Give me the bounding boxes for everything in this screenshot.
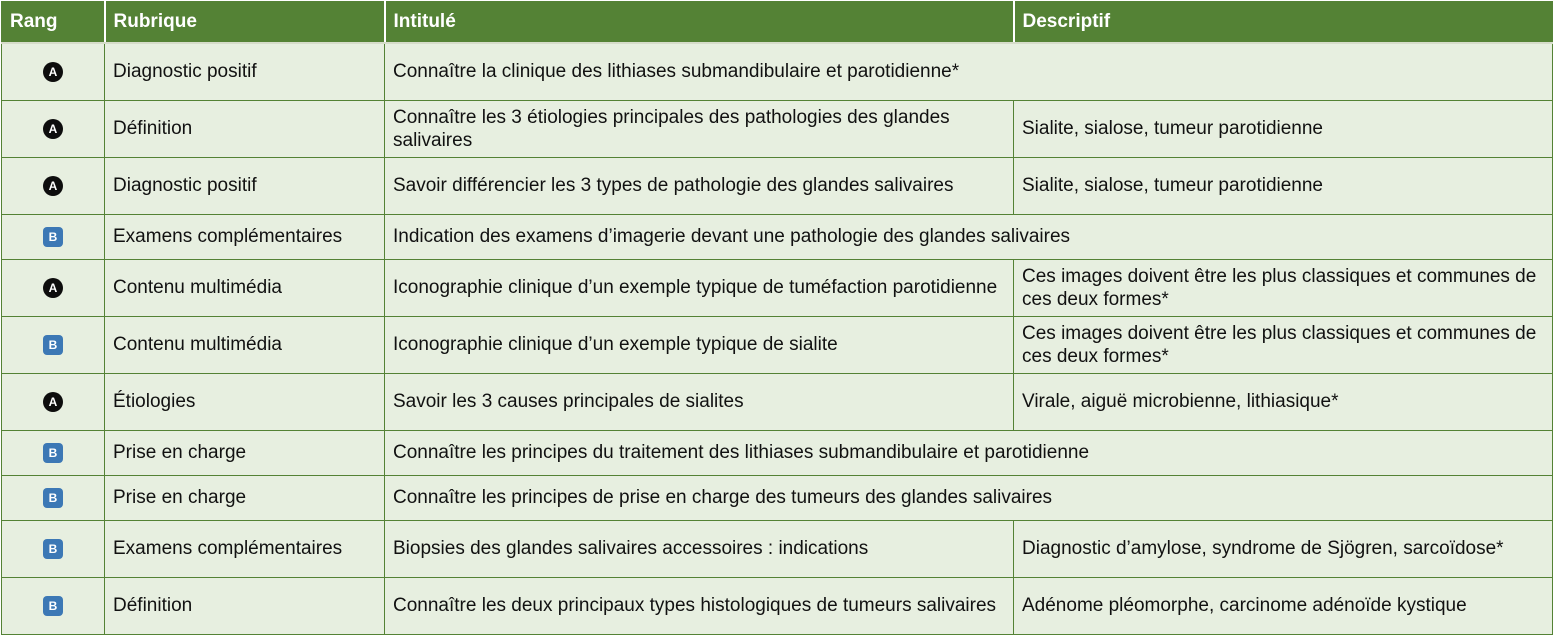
rubrique-cell: Examens complémentaires bbox=[105, 520, 385, 577]
rang-cell bbox=[2, 577, 105, 634]
intitule-cell: Iconographie clinique d’un exemple typique de tuméfaction parotidienne bbox=[385, 259, 1014, 316]
intitule-cell: Indication des examens d’imagerie devant une pathologie des glandes salivaires bbox=[385, 214, 1553, 259]
rang-cell bbox=[2, 43, 105, 100]
intitule-cell: Iconographie clinique d’un exemple typique de sialite bbox=[385, 316, 1014, 373]
table-row bbox=[2, 520, 1553, 577]
table-row bbox=[2, 316, 1553, 373]
rang-a-badge-icon: A bbox=[43, 119, 63, 139]
objectives-table bbox=[1, 1, 1553, 635]
table-row bbox=[2, 214, 1553, 259]
rang-b-badge-icon: B bbox=[43, 227, 63, 247]
intitule-cell: Connaître les principes du traitement des lithiases submandibulaire et parotidienne bbox=[385, 430, 1553, 475]
descriptif-cell: Sialite, sialose, tumeur parotidienne bbox=[1014, 157, 1553, 214]
header-rang: Rang bbox=[2, 1, 105, 43]
table-row bbox=[2, 577, 1553, 634]
table-row bbox=[2, 373, 1553, 430]
intitule-cell: Connaître les 3 étiologies principales des pathologies des glandes salivaires bbox=[385, 100, 1014, 157]
rang-cell bbox=[2, 157, 105, 214]
intitule-cell: Savoir différencier les 3 types de pathologie des glandes salivaires bbox=[385, 157, 1014, 214]
rubrique-cell: Définition bbox=[105, 100, 385, 157]
header-descriptif: Descriptif bbox=[1014, 1, 1553, 43]
rubrique-cell: Diagnostic positif bbox=[105, 43, 385, 100]
rang-cell bbox=[2, 316, 105, 373]
rang-cell bbox=[2, 430, 105, 475]
rang-a-badge-icon: A bbox=[43, 62, 63, 82]
table-row bbox=[2, 259, 1553, 316]
descriptif-cell: Adénome pléomorphe, carcinome adénoïde kystique bbox=[1014, 577, 1553, 634]
intitule-cell: Connaître les principes de prise en charge des tumeurs des glandes salivaires bbox=[385, 475, 1553, 520]
intitule-cell: Savoir les 3 causes principales de sialites bbox=[385, 373, 1014, 430]
rang-cell bbox=[2, 373, 105, 430]
rubrique-cell: Diagnostic positif bbox=[105, 157, 385, 214]
intitule-cell: Biopsies des glandes salivaires accessoires : indications bbox=[385, 520, 1014, 577]
table-row bbox=[2, 157, 1553, 214]
table-row bbox=[2, 430, 1553, 475]
rang-a-badge-icon: A bbox=[43, 392, 63, 412]
rang-cell bbox=[2, 100, 105, 157]
rubrique-cell: Étiologies bbox=[105, 373, 385, 430]
rang-cell bbox=[2, 214, 105, 259]
header-intitule: Intitulé bbox=[385, 1, 1014, 43]
rang-b-badge-icon: B bbox=[43, 488, 63, 508]
table-row bbox=[2, 475, 1553, 520]
table-body bbox=[2, 43, 1553, 634]
rang-cell bbox=[2, 520, 105, 577]
rang-cell bbox=[2, 259, 105, 316]
descriptif-cell: Sialite, sialose, tumeur parotidienne bbox=[1014, 100, 1553, 157]
rubrique-cell: Prise en charge bbox=[105, 430, 385, 475]
rang-a-badge-icon: A bbox=[43, 176, 63, 196]
header-rubrique: Rubrique bbox=[105, 1, 385, 43]
rang-a-badge-icon: A bbox=[43, 278, 63, 298]
rang-cell bbox=[2, 475, 105, 520]
header-row bbox=[2, 1, 1553, 43]
rang-b-badge-icon: B bbox=[43, 335, 63, 355]
descriptif-cell: Virale, aiguë microbienne, lithiasique* bbox=[1014, 373, 1553, 430]
descriptif-cell: Diagnostic d’amylose, syndrome de Sjögren, sarcoïdose* bbox=[1014, 520, 1553, 577]
rang-b-badge-icon: B bbox=[43, 596, 63, 616]
intitule-cell: Connaître les deux principaux types histologiques de tumeurs salivaires bbox=[385, 577, 1014, 634]
rang-b-badge-icon: B bbox=[43, 539, 63, 559]
rubrique-cell: Contenu multimédia bbox=[105, 316, 385, 373]
rubrique-cell: Définition bbox=[105, 577, 385, 634]
rubrique-cell: Contenu multimédia bbox=[105, 259, 385, 316]
intitule-cell: Connaître la clinique des lithiases submandibulaire et parotidienne* bbox=[385, 43, 1553, 100]
descriptif-cell: Ces images doivent être les plus classiques et communes de ces deux formes* bbox=[1014, 259, 1553, 316]
rubrique-cell: Examens complémentaires bbox=[105, 214, 385, 259]
table-row bbox=[2, 43, 1553, 100]
rang-b-badge-icon: B bbox=[43, 443, 63, 463]
table-row bbox=[2, 100, 1553, 157]
rubrique-cell: Prise en charge bbox=[105, 475, 385, 520]
table-header bbox=[2, 1, 1553, 43]
descriptif-cell: Ces images doivent être les plus classiques et communes de ces deux formes* bbox=[1014, 316, 1553, 373]
